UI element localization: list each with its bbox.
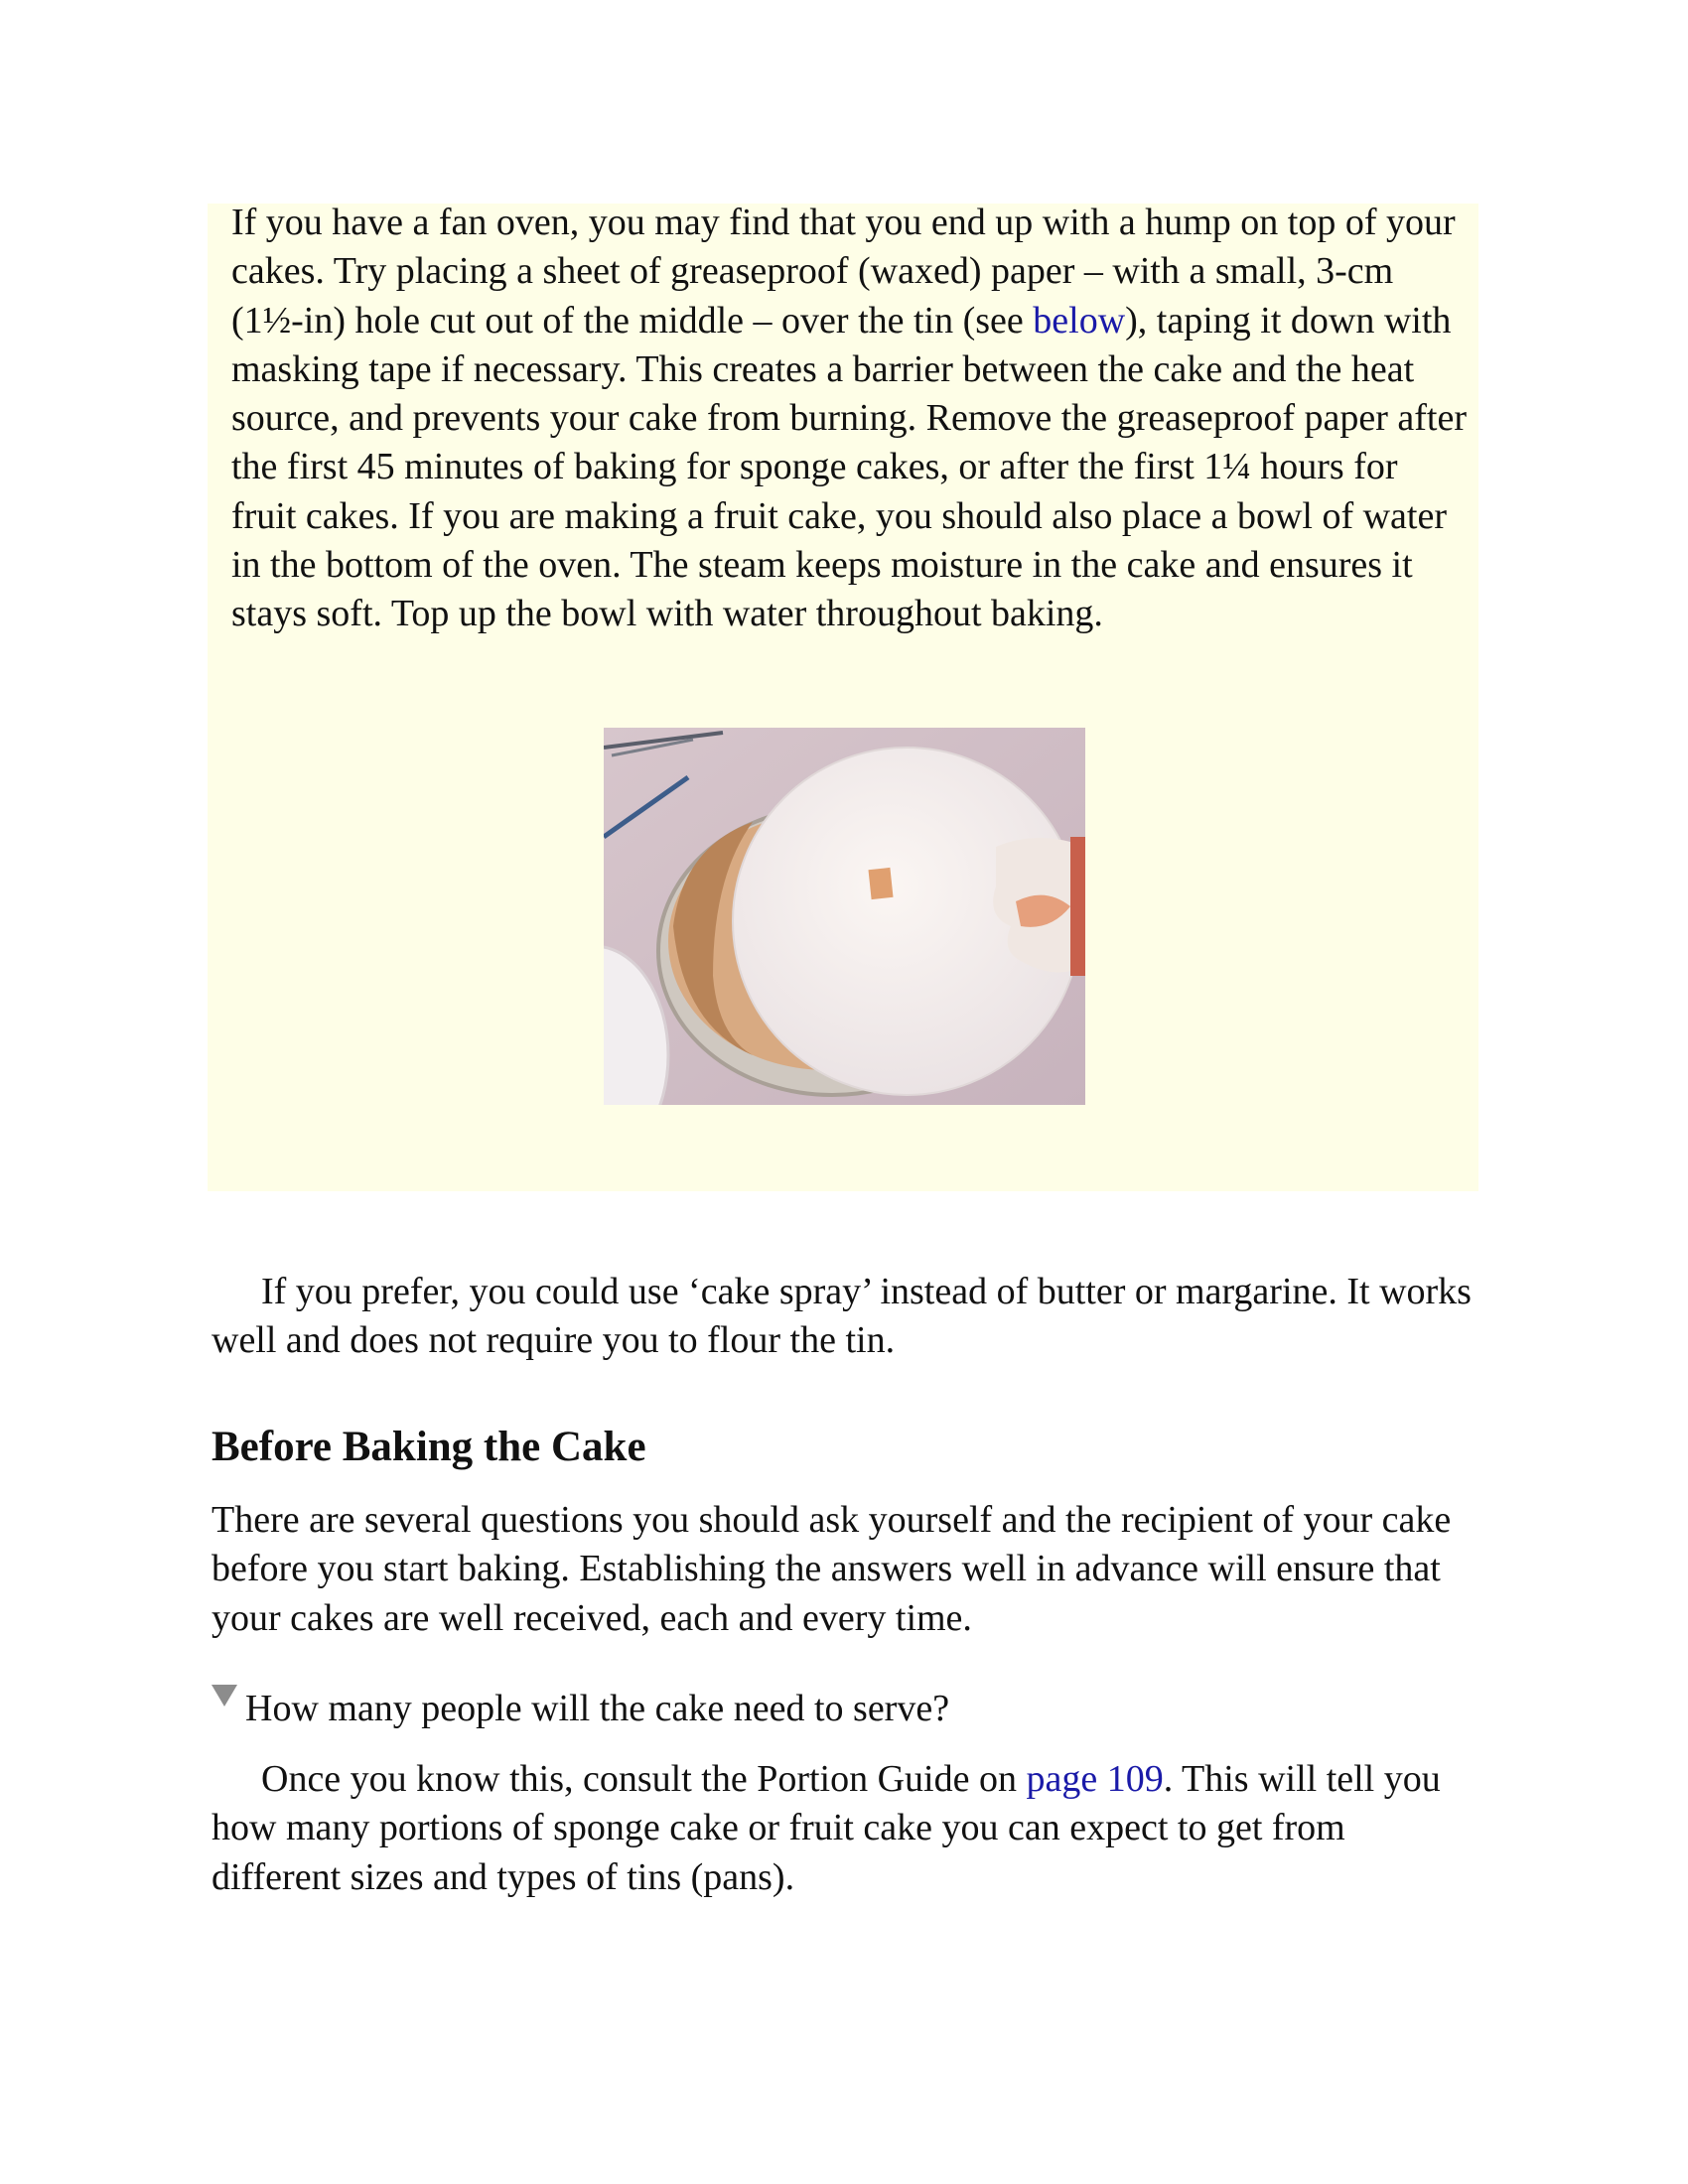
question-label: How many people will the cake need to serve? [245,1688,950,1729]
below-link[interactable]: below [1033,299,1126,341]
greaseproof-paper-photo [604,728,1085,1105]
tip-text-part-1: If you have a fan oven, you may find that you end up with a hump on top of your cakes. Try placing a sheet of greaseproof (waxed) paper – with a small, 3-cm (1½-in) hole cut out of the middle – over the tin (see [231,202,1456,341]
tip-paragraph [231,199,1468,639]
question-toggle[interactable] [211,1685,949,1733]
questions-paragraph: There are several questions you should ask yourself and the recipient of your cake before you start baking. Establishing the answers well in advance will ensure that your cakes are well received, each and every time. [211,1499,1452,1639]
portion-text-part-2: . This will tell you how many portions of sponge cake or fruit cake you can expect to get from different sizes and types of tins (pans). [211,1758,1441,1898]
triangle-down-icon[interactable] [211,1685,237,1706]
cake-spray-paragraph: If you prefer, you could use ‘cake spray’ instead of butter or margarine. It works well and does not require you to flour the tin. [211,1271,1472,1362]
portion-text-part-1: Once you know this, consult the Portion Guide on [261,1758,1027,1800]
page-109-link[interactable]: page 109 [1026,1758,1164,1800]
portion-paragraph [211,1755,1482,1902]
tip-text-part-2: ), taping it down with masking tape if necessary. This creates a barrier between the cake and the heat source, and prevents your cake from burning. Remove the greaseproof paper after the first 45 minutes of baking for sponge cakes, or after the first 1¼ hours for fruit cakes. If you are making a fruit cake, you should also place a bowl of water in the bottom of the oven. The steam keeps moisture in the cake and ensures it stays soft. Top up the bowl with water throughout baking. [231,299,1467,635]
section-heading: Before Baking the Cake [211,1424,646,1470]
